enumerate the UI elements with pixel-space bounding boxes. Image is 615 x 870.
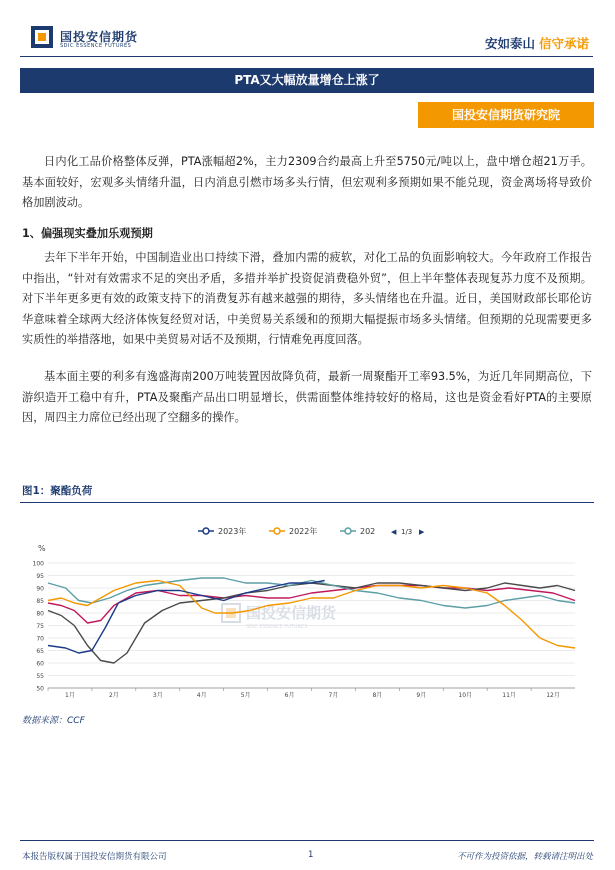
- legend-item[interactable]: [340, 527, 375, 536]
- y-tick-label: 50: [36, 685, 44, 693]
- legend-item[interactable]: [269, 526, 317, 536]
- footer-copyright: 本报告版权属于国投安信期货有限公司: [22, 852, 167, 862]
- legend-prev-arrow-icon[interactable]: ◀: [391, 528, 397, 536]
- chart-watermark: [222, 604, 337, 630]
- y-tick-label: 90: [36, 585, 44, 593]
- polyester-load-chart: [20, 518, 594, 708]
- series-line: [48, 583, 575, 663]
- y-tick-label: 55: [36, 673, 44, 680]
- legend-label: 202: [360, 527, 376, 536]
- company-name-en: SDIC ESSENCE FUTURES: [60, 43, 132, 49]
- y-tick-label: 70: [36, 635, 44, 643]
- watermark-text-en: SDIC ESSENCE FUTURES: [246, 624, 308, 630]
- figure-divider: [20, 502, 594, 503]
- slogan-part1: 安如泰山: [484, 36, 535, 51]
- page-number: 1: [308, 850, 314, 860]
- company-name: 国投安信期货: [60, 30, 139, 44]
- paragraph-macro: 去年下半年开始，中国制造业出口持续下滑，叠加内需的疲软，对化工品的负面影响较大。今年政府工作报告中指出，“针对有效需求不足的突出矛盾，多措并举扩投资促消费稳外贸”，但上半年整体表现复苏力度不及预期。对下半年更多更有效的政策支持下的消费复苏有越来越强的期待，多头情绪也在升温。近日，美国财政部长耶伦访华意味着全球两大经济体恢复经贸对话，中美贸易关系缓和的预期大幅提振市场多头情绪。但预期的兑现需要更多实质性的举措落地，如果中美贸易对话不及预期，行情难免再度回落。: [22, 251, 592, 346]
- y-tick-label: 80: [36, 610, 44, 618]
- x-tick-label: 9月: [416, 692, 427, 699]
- footer-divider: [20, 840, 594, 841]
- y-tick-label: 85: [36, 598, 44, 605]
- y-tick-label: 60: [36, 660, 44, 668]
- report-title: PTA又大幅放量增仓上涨了: [20, 68, 594, 93]
- page-header: [0, 0, 615, 60]
- legend-page-indicator: 1/3: [401, 528, 413, 536]
- legend-marker-icon: [345, 528, 351, 534]
- chart-legend: [198, 526, 425, 536]
- legend-item[interactable]: [198, 526, 246, 536]
- section-heading: 1、偏强现实叠加乐观预期: [22, 227, 153, 240]
- x-tick-label: 3月: [152, 692, 163, 699]
- x-tick-label: 1月: [65, 692, 75, 699]
- header-divider: [20, 56, 593, 57]
- y-tick-label: 75: [36, 623, 44, 630]
- paragraph-fundamentals: 基本面主要的利多有逸盛海南200万吨装置因故降负荷，最新一周聚酯开工率93.5%，为近几年同期高位，下游织造开工稳中有升，PTA及聚酯产品出口明显增长，供需面整体维持较好的格局，这也是资金看好PTA的主要原因，周四主力席位已经出现了空翻多的操作。: [22, 370, 592, 424]
- x-tick-label: 12月: [546, 692, 560, 699]
- watermark-text: 国投安信期货: [246, 604, 337, 622]
- y-tick-label: 100: [32, 560, 44, 568]
- x-tick-label: 10月: [458, 692, 473, 699]
- legend-next-arrow-icon[interactable]: ▶: [419, 528, 425, 536]
- slogan-part2: 信守承诺: [538, 36, 589, 51]
- company-logo-icon: [31, 26, 53, 48]
- legend-marker-icon: [274, 528, 280, 534]
- x-tick-label: 7月: [328, 692, 339, 699]
- x-tick-label: 11月: [502, 692, 516, 699]
- x-tick-label: 6月: [284, 692, 295, 699]
- legend-marker-icon: [203, 528, 209, 534]
- y-tick-label: 65: [36, 648, 44, 655]
- y-axis-unit: %: [38, 544, 46, 553]
- x-tick-label: 5月: [240, 692, 251, 699]
- paragraph-intro: 日内化工品价格整体反弹，PTA涨幅超2%，主力2309合约最高上升至5750元/吨以上，盘中增仓超21万手。基本面较好，宏观多头情绪升温，日内消息引燃市场多头行情，但宏观利多预期如果不能兑现，资金离场将导致价格加剧波动。: [22, 155, 592, 209]
- x-tick-label: 2月: [108, 692, 119, 699]
- legend-label: 2023年: [218, 527, 247, 536]
- data-source: 数据来源：CCF: [22, 716, 85, 726]
- figure-title: 图1：聚酯负荷: [22, 485, 93, 497]
- footer-disclaimer: 不可作为投资依据，转载请注明出处: [456, 852, 593, 862]
- x-tick-label: 4月: [196, 692, 207, 699]
- y-tick-label: 95: [36, 573, 44, 580]
- x-tick-label: 8月: [372, 692, 383, 699]
- legend-label: 2022年: [289, 527, 318, 536]
- research-org-badge: 国投安信期货研究院: [418, 102, 594, 128]
- slogan: [485, 34, 589, 52]
